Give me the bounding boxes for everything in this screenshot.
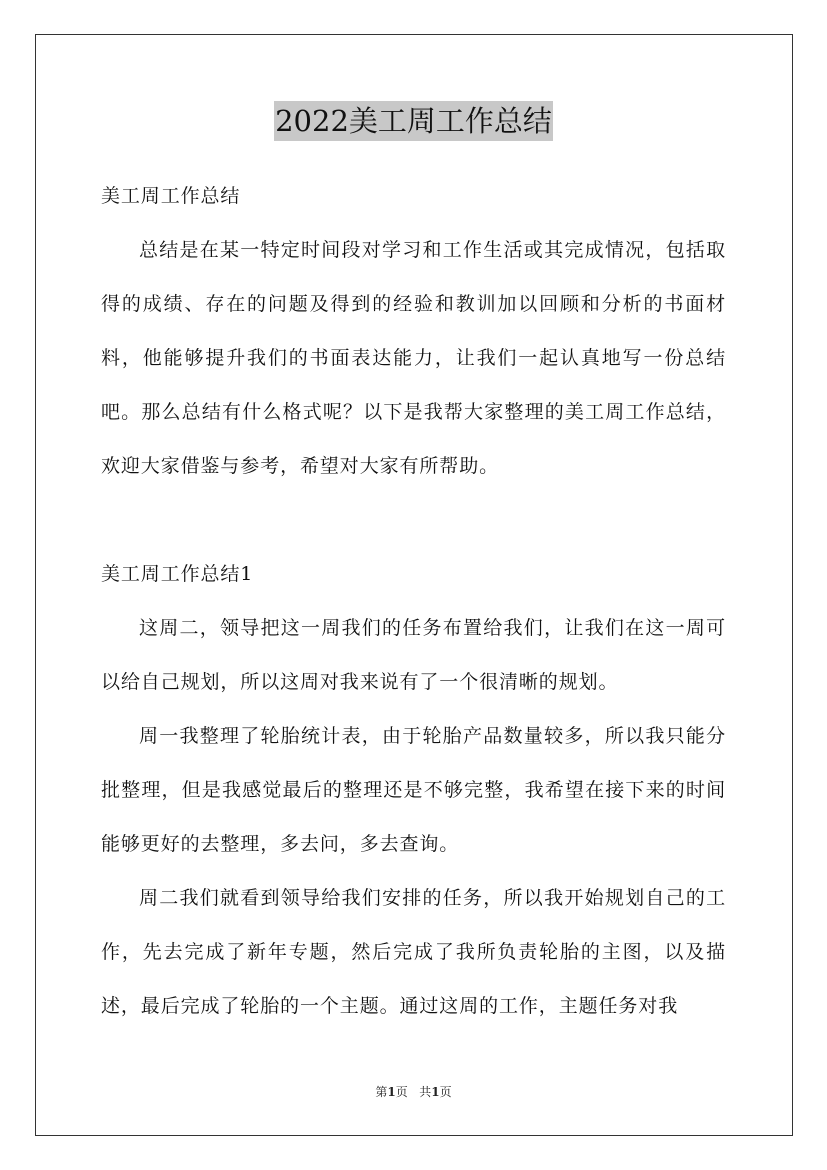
intro-heading: 美工周工作总结 — [101, 185, 241, 207]
intro-paragraph: 总结是在某一特定时间段对学习和工作生活或其完成情况，包括取得的成绩、存在的问题及得到的经验和教训加以回顾和分析的书面材料，他能够提升我们的书面表达能力，让我们一起认真地写一份总结吧。那么总结有什么格式呢？以下是我帮大家整理的美工周工作总结，欢迎大家借鉴与参考，希望对大家有所帮助。 — [101, 239, 726, 477]
section1-paragraph-2: 周一我整理了轮胎统计表，由于轮胎产品数量较多，所以我只能分批整理，但是我感觉最后的整理还是不够完整，我希望在接下来的时间能够更好的去整理，多去问，多去查询。 — [101, 725, 726, 855]
footer-page-prefix: 第 — [375, 1085, 388, 1099]
footer-page-suffix: 页 — [395, 1085, 408, 1099]
section1-heading: 美工周工作总结1 — [101, 563, 254, 585]
footer-total-suffix: 页 — [439, 1085, 452, 1099]
title-container — [0, 101, 827, 141]
section1-paragraph-1: 这周二，领导把这一周我们的任务布置给我们，让我们在这一周可以给自己规划，所以这周对我来说有了一个很清晰的规划。 — [101, 617, 726, 693]
footer-total-number: 1 — [431, 1085, 440, 1099]
section1-paragraph-3: 周二我们就看到领导给我们安排的任务，所以我开始规划自己的工作，先去完成了新年专题，然后完成了我所负责轮胎的主图，以及描述，最后完成了轮胎的一个主题。通过这周的工作，主题任务对我 — [101, 887, 726, 1017]
footer-total-prefix: 共 — [419, 1085, 432, 1099]
footer-page-number: 1 — [387, 1085, 396, 1099]
section-spacer — [101, 493, 726, 547]
document-title: 2022美工周工作总结 — [274, 101, 553, 141]
page-footer — [0, 1083, 827, 1101]
document-body — [101, 169, 726, 1033]
